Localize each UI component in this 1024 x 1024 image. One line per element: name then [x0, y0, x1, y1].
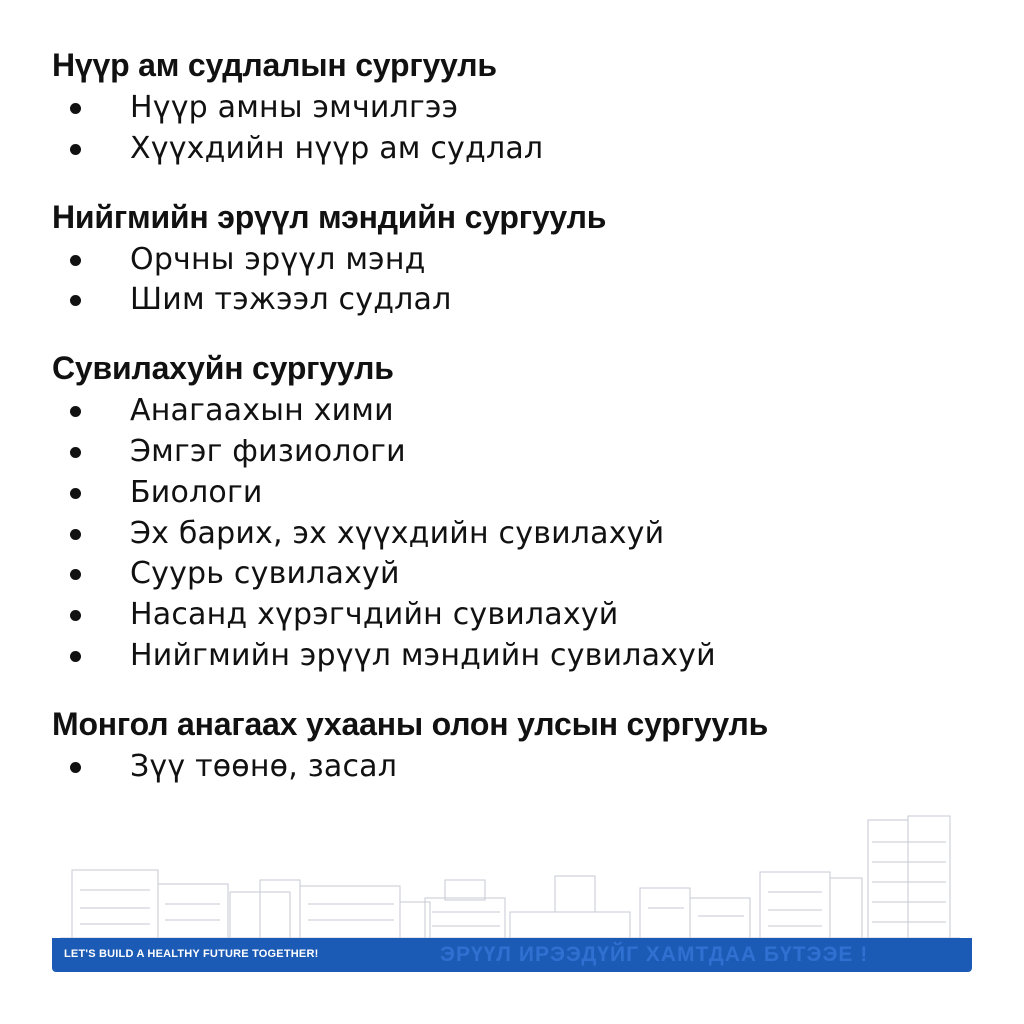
list-item-label: Анагаахын хими: [130, 393, 394, 429]
section-items: [52, 240, 992, 322]
section-items: [52, 747, 992, 788]
list-item-label: Нүүр амны эмчилгээ: [130, 90, 459, 125]
city-skyline-illustration: [60, 812, 960, 942]
list-item: [52, 595, 992, 636]
list-item: [52, 473, 992, 514]
section-dental-school: [52, 44, 992, 170]
list-item-label: Шим тэжээл судлал: [130, 282, 452, 318]
list-item-label: Зүү төөнө, засал: [130, 748, 398, 784]
list-item-label: Суурь сувилахуй: [130, 556, 400, 592]
list-item-label: Хүүхдийн нүүр ам судлал: [130, 130, 544, 166]
section-title: Нийгмийн эрүүл мэндийн сургууль: [52, 198, 607, 235]
bullet-icon: [70, 295, 81, 306]
list-item: [52, 280, 992, 321]
section-items: [52, 391, 992, 677]
list-item: [52, 432, 992, 473]
bullet-icon: [70, 255, 81, 266]
list-item-label: Насанд хүрэгчдийн сувилахуй: [130, 597, 619, 633]
section-items: [52, 88, 992, 170]
program-list: [52, 44, 992, 814]
list-item: [52, 514, 992, 555]
bullet-icon: [70, 569, 81, 580]
list-item: [52, 554, 992, 595]
list-item: [52, 747, 992, 788]
bullet-icon: [70, 610, 81, 621]
bullet-icon: [70, 406, 81, 417]
list-item: [52, 636, 992, 677]
bullet-icon: [70, 488, 81, 499]
slogan-banner: [52, 938, 972, 972]
section-title: Монгол анагаах ухааны олон улсын сургууль: [52, 705, 769, 742]
banner-mongolian-slogan: ЭРҮҮЛ ИРЭЭДҮЙГ ХАМТДАА БҮТЭЭЕ !: [440, 943, 869, 966]
section-traditional-medicine-school: [52, 703, 992, 788]
bullet-icon: [70, 103, 81, 114]
section-public-health-school: [52, 196, 992, 322]
list-item: [52, 129, 992, 170]
list-item-label: Биологи: [130, 474, 263, 510]
list-item-label: Эх барих, эх хүүхдийн сувилахуй: [130, 515, 665, 551]
list-item-label: Эмгэг физиологи: [130, 433, 406, 469]
banner-english-slogan: LET'S BUILD A HEALTHY FUTURE TOGETHER!: [64, 948, 319, 960]
list-item-label: Орчны эрүүл мэнд: [130, 241, 426, 277]
bullet-icon: [70, 447, 81, 458]
list-item-label: Нийгмийн эрүүл мэндийн сувилахуй: [130, 637, 716, 673]
bullet-icon: [70, 529, 81, 540]
section-title: Сувилахуйн сургууль: [52, 350, 394, 387]
bullet-icon: [70, 651, 81, 662]
bullet-icon: [70, 144, 81, 155]
bullet-icon: [70, 762, 81, 773]
list-item: [52, 240, 992, 281]
list-item: [52, 391, 992, 432]
section-title: Нүүр ам судлалын сургууль: [52, 47, 497, 83]
list-item: [52, 88, 992, 129]
section-nursing-school: [52, 347, 992, 677]
